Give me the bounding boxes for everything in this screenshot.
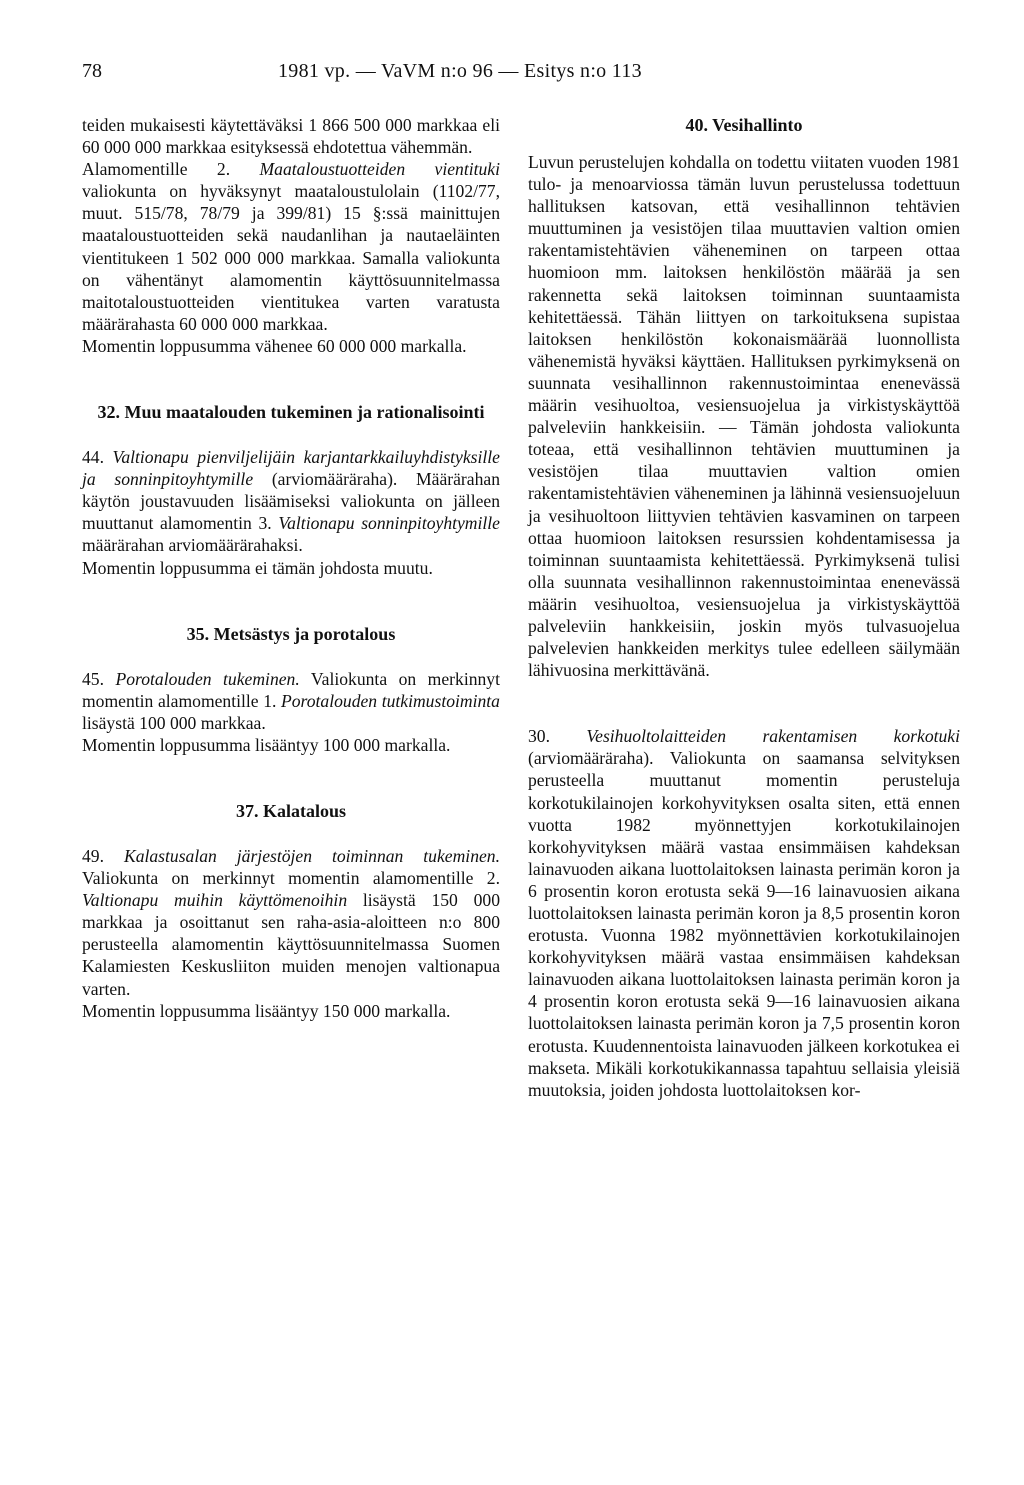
paragraph: Momentin loppusumma vähenee 60 000 000 markalla.	[82, 335, 467, 356]
running-title: 1981 vp. — VaVM n:o 96 — Esitys n:o 113	[278, 60, 642, 82]
left-column	[82, 114, 500, 1022]
section-heading: 35. Metsästys ja porotalous	[186, 623, 396, 644]
paragraph: Momentin loppusumma ei tämän johdosta muutu.	[82, 557, 433, 578]
paragraph: teiden mukaisesti käytettäväksi 1 866 500 000 markkaa eli 60 000 000 markkaa esityksessä ehdotettua vähemmän.	[82, 115, 500, 158]
page-number: 78	[82, 60, 102, 82]
section-heading: 37. Kalatalous	[235, 800, 346, 821]
paragraph: Luvun perustelujen kohdalla on todettu viitaten vuoden 1981 tulo- ja menoarviossa tämän luvun perustelussa todettuun hallituksen katsovan, että vesihallinnon tehtävien muuttuminen ja vesistöjen tilaa muuttavien valtion omien rakentamistehtävien väheneminen on tarpeen ottaa huomioon mm. laitoksen henkilöstön määrää ja sen rakennetta sekä laitoksen toiminnan suuntaamista kehitettäessä. Tähän liittyen on tarkoituksena supistaa laitoksen henkilöstön kokonaismäärää luonnollista vähenemistä hyväksi käyttäen. Hallituksen pyrkimyksenä on suunnata vesihallinnon rakennustoimintaa enenevässä määrin vesihuoltoa, vesiensuojelua ja virkistyskäyttöä palveleviin hankkeisiin. — Tämän johdosta valiokunta toteaa, että vesihallinnon tehtävien muuttuminen ja vesistöjen tilaa muuttavien valtion omien rakentamistehtävien väheneminen ja lähinnä vesiensuojeluun ja vesihuoltoon liittyvien tehtävien kasvaminen on tarpeen ottaa huomioon laitoksen resurssien kohdentamisessa ja toiminnan suuntaamista kehitettäessä. Pyrkimyksenä tulisi olla suunnata vesihallinnon rakennustoimintaa enenevässä määrin vesihuoltoa, vesiensuojelua ja virkistyskäyttöä palveleviin hankkeisiin, joskin myös tulvasuojelua palvelevien hankkeiden merkitys tulee edelleen säilymään lähivuosina merkittävänä.	[528, 152, 960, 681]
paragraph: 30. Vesihuoltolaitteiden rakentamisen korkotuki (arviomääräraha). Valiokunta on saamansa selvityksen perusteella muuttanut momentin perusteluja korkotukilainojen korkohyvityksen osalta siten, että ennen vuotta 1982 myönnettyjen korkotukilainojen korkohyvityksen määrä vastaa ensimmäisen kahdeksan lainavuoden aikana luottolaitoksen lainasta perimän koron ja 6 prosentin koron erotusta sekä 9—16 lainavuosien aikana luottolaitoksen lainasta perimän koron ja 8,5 prosentin koron erotusta. Vuonna 1982 myönnettävien korkotukilainojen korkohyvityksen määrä vastaa ensimmäisen kahdeksan lainavuoden aikana luottolaitoksen lainasta perimän koron ja 4 prosentin koron erotusta sekä 9—16 lainavuosien aikana luottolaitoksen lainasta perimän koron ja 7,5 prosentin koron erotusta. Kuudennentoista lainavuoden jälkeen korkotukea ei makseta. Mikäli korkotukikannassa tapahtuu sellaisia yleisiä muutoksia, joiden johdosta luottolaitoksen kor-	[528, 726, 961, 1100]
section-heading: 40. Vesihallinto	[685, 115, 803, 135]
paragraph: Momentin loppusumma lisääntyy 150 000 markalla.	[82, 1000, 451, 1021]
page-header	[82, 60, 962, 90]
right-column	[528, 114, 960, 1101]
paragraph: Momentin loppusumma lisääntyy 100 000 markalla.	[82, 734, 451, 755]
paragraph: 49. Kalastusalan järjestöjen toiminnan tukeminen. Valiokunta on merkinnyt momentin alamomentille 2. Valtionapu muihin käyttömenoihin lisäystä 150 000 markkaa ja osoittanut sen raha-asia-aloitteen n:o 800 perusteella alamomentin käyttösuunnitelmassa Suomen Kalamiesten Keskusliiton muiden menojen valtionapua varten.	[82, 845, 500, 999]
paragraph: 44. Valtionapu pienviljelijäin karjantarkkailuyhdistyksille ja sonninpitoyhtymille (arviomääräraha). Määrärahan käytön joustavuuden lisäämiseksi valiokunta on jälleen muuttanut alamomentin 3. Valtionapu sonninpitoyhtymille määrärahan arviomäärärahaksi.	[82, 447, 500, 556]
paragraph: 45. Porotalouden tukeminen. Valiokunta on merkinnyt momentin alamomentille 1. Porotalouden tutkimustoiminta lisäystä 100 000 markkaa.	[82, 668, 500, 733]
paragraph: Alamomentille 2. Maataloustuotteiden vientituki valiokunta on hyväksynyt maataloustulolain (1102/77, muut. 515/78, 78/79 ja 399/81) 15 §:ssä mainittujen maataloustuotteiden sekä naudanlihan ja nautaeläinten vientitukeen 1 502 000 000 markkaa. Samalla valiokunta on vähentänyt alamomentin käyttösuunnitelmassa maitotaloustuotteiden vientitukea varten varatusta määrärahasta 60 000 000 markkaa.	[82, 159, 501, 334]
section-heading: 32. Muu maatalouden tukeminen ja rationalisointi	[97, 402, 485, 423]
